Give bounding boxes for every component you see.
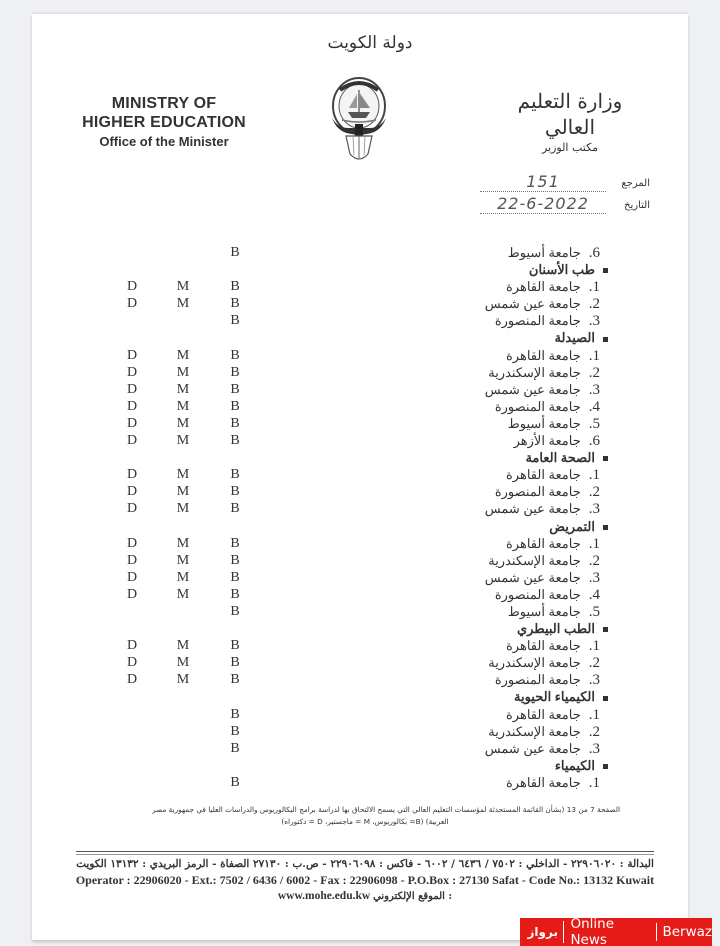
watermark-badge — [520, 918, 712, 946]
bullet-icon — [603, 525, 608, 530]
watermark-label-berwaz: Berwaz — [662, 924, 713, 940]
university-entry — [488, 552, 600, 570]
ministry-name-arabic — [500, 88, 640, 156]
university-row — [100, 278, 620, 295]
university-row — [100, 774, 620, 791]
degree-masters: M — [176, 381, 190, 397]
footer-contact-arabic: البدالة : ٢٢٩٠٦٠٢٠ - الداخلي : ٧٥٠٢ / ٦٤٣٦ / ٦٠٠٢ - فاكس : ٢٢٩٠٦٠٩٨ - ص.ب : ٢٧١٣٠ الصفاة - الرمز البريدي : ١٣١٣٢ الكويت — [76, 858, 654, 870]
degree-bachelors: B — [230, 313, 240, 329]
university-number: 6. — [588, 245, 600, 261]
university-entry — [506, 706, 600, 724]
reference-date-row — [480, 196, 650, 216]
university-number: 4. — [588, 398, 600, 415]
section-heading-label — [525, 449, 608, 466]
university-entry — [514, 432, 600, 450]
bullet-icon — [603, 627, 608, 632]
university-number: 3. — [588, 740, 600, 757]
university-number: 1. — [588, 347, 600, 364]
ministry-line-2: HIGHER EDUCATION — [82, 114, 246, 131]
section-heading — [100, 329, 620, 346]
degree-bachelors: B — [230, 398, 240, 414]
footer-website-link[interactable]: www.mohe.edu.kw — [277, 890, 371, 902]
reference-number-label: المرجع — [621, 178, 650, 189]
university-row — [100, 500, 620, 517]
degree-doctorate: D — [126, 655, 138, 671]
university-entry — [488, 723, 600, 741]
degree-doctorate: D — [126, 467, 138, 483]
bullet-icon — [603, 764, 608, 769]
section-heading-text: طب الأسنان — [528, 262, 595, 278]
section-heading-label — [529, 261, 608, 278]
degree-bachelors: B — [230, 364, 240, 380]
degree-masters: M — [176, 347, 190, 363]
section-heading — [100, 688, 620, 705]
university-row — [100, 740, 620, 757]
watermark-separator — [656, 923, 657, 941]
ministry-line-1: MINISTRY OF — [111, 95, 217, 112]
section-heading-label — [554, 329, 608, 346]
university-name: جامعة المنصورة — [494, 586, 581, 602]
university-entry — [508, 603, 600, 621]
university-name: جامعة الإسكندرية — [488, 364, 581, 380]
university-name: جامعة الإسكندرية — [488, 552, 581, 568]
university-name: جامعة أسيوط — [507, 245, 581, 260]
university-entry — [495, 671, 600, 689]
degree-bachelors: B — [230, 552, 240, 568]
degree-bachelors: B — [230, 638, 240, 654]
degree-masters: M — [176, 415, 190, 431]
university-entry — [506, 347, 600, 365]
degree-doctorate: D — [126, 501, 138, 517]
section-heading-text: التمريض — [549, 518, 595, 534]
degree-bachelors: B — [230, 484, 240, 500]
section-heading-text: الصحة العامة — [525, 450, 595, 466]
university-row — [100, 706, 620, 723]
university-row — [100, 312, 620, 329]
university-name: جامعة القاهرة — [505, 347, 581, 363]
reference-number-line — [480, 191, 606, 192]
university-number: 1. — [588, 279, 600, 296]
university-program-list — [100, 244, 620, 791]
university-name: جامعة عين شمس — [484, 740, 581, 756]
university-name: جامعة القاهرة — [505, 279, 581, 295]
university-number: 6. — [588, 433, 600, 450]
letterhead-footer — [72, 856, 658, 905]
university-entry — [485, 740, 600, 758]
university-row — [100, 483, 620, 500]
degree-bachelors: B — [230, 706, 240, 722]
bullet-icon — [603, 696, 608, 701]
university-row — [100, 381, 620, 398]
degree-doctorate: D — [126, 638, 138, 654]
reference-date-value: 22-6-2022 — [497, 194, 589, 213]
university-row — [100, 415, 620, 432]
degree-doctorate: D — [126, 433, 138, 449]
office-arabic-title: مكتب الوزير — [541, 141, 599, 154]
degree-bachelors: B — [230, 655, 240, 671]
degree-bachelors: B — [230, 603, 240, 619]
university-entry — [495, 586, 600, 604]
university-number: 2. — [588, 364, 600, 381]
section-heading — [100, 620, 620, 637]
section-heading-text: الكيمياء — [554, 757, 595, 773]
university-entry — [485, 381, 600, 399]
watermark-label-online-news: Online News — [570, 916, 614, 946]
degree-doctorate: D — [126, 552, 138, 568]
university-row — [100, 603, 620, 620]
university-entry — [495, 483, 600, 501]
university-number: 1. — [588, 706, 600, 723]
university-name: جامعة عين شمس — [484, 296, 581, 312]
degree-bachelors: B — [230, 381, 240, 397]
footer-website-label: الموقع الإلكتروني : — [373, 891, 453, 902]
degree-doctorate: D — [126, 569, 138, 585]
section-heading-text: الطب البيطري — [516, 621, 595, 637]
degree-bachelors: B — [230, 467, 240, 483]
university-number: 2. — [588, 552, 600, 569]
degree-masters: M — [176, 398, 190, 414]
degree-bachelors: B — [230, 569, 240, 585]
section-heading-label — [549, 518, 608, 535]
section-heading — [100, 449, 620, 466]
university-name: جامعة المنصورة — [494, 672, 581, 688]
degree-masters: M — [176, 484, 190, 500]
degree-masters: M — [176, 655, 190, 671]
university-number: 2. — [588, 655, 600, 672]
section-heading-text: الصيدلة — [554, 330, 595, 346]
university-number: 1. — [588, 774, 600, 791]
university-name: جامعة المنصورة — [494, 398, 581, 414]
degree-bachelors: B — [230, 245, 240, 260]
university-row — [100, 347, 620, 364]
university-entry — [506, 774, 600, 792]
university-row — [100, 295, 620, 312]
ministry-name-english — [72, 94, 256, 150]
university-entry — [485, 569, 600, 587]
degree-doctorate: D — [126, 364, 138, 380]
degree-bachelors: B — [230, 586, 240, 602]
university-name: جامعة القاهرة — [505, 467, 581, 483]
degree-doctorate: D — [126, 484, 138, 500]
university-entry — [508, 244, 600, 262]
degree-masters: M — [176, 552, 190, 568]
degree-bachelors: B — [230, 279, 240, 295]
university-row — [100, 535, 620, 552]
bullet-icon — [603, 456, 608, 461]
office-line: Office of the Minister — [99, 134, 229, 149]
university-number: 4. — [588, 586, 600, 603]
university-entry — [495, 398, 600, 416]
degree-masters: M — [176, 672, 190, 688]
university-number: 1. — [588, 638, 600, 655]
page-footnote — [110, 804, 620, 828]
degree-masters: M — [176, 279, 190, 295]
university-row — [100, 723, 620, 740]
university-row — [100, 586, 620, 603]
reference-number-value: 151 — [526, 172, 560, 191]
university-entry — [488, 364, 600, 382]
university-entry — [488, 654, 600, 672]
university-name: جامعة القاهرة — [505, 706, 581, 722]
university-row — [100, 552, 620, 569]
university-entry — [506, 466, 600, 484]
university-row — [100, 569, 620, 586]
degree-bachelors: B — [230, 347, 240, 363]
footer-divider-thin — [76, 854, 654, 855]
university-number: 2. — [588, 484, 600, 501]
university-row — [100, 637, 620, 654]
degree-bachelors: B — [230, 723, 240, 739]
degree-bachelors: B — [230, 433, 240, 449]
degree-doctorate: D — [126, 415, 138, 431]
kuwait-emblem-icon — [324, 72, 394, 164]
degree-masters: M — [176, 586, 190, 602]
university-row — [100, 466, 620, 483]
degree-doctorate: D — [126, 586, 138, 602]
footnote-line-1: الصفحة 7 من 13 (بشأن القائمة المستحدثة لمؤسسات التعليم العالي التي يسمح الالتحاق بها لدراسة برامج البكالوريوس والدراسات العليا في جمهورية مصر — [152, 805, 620, 814]
degree-doctorate: D — [126, 672, 138, 688]
degree-masters: M — [176, 467, 190, 483]
section-heading-label — [517, 620, 608, 637]
university-entry — [485, 295, 600, 313]
section-heading — [100, 261, 620, 278]
degree-masters: M — [176, 433, 190, 449]
university-name: جامعة عين شمس — [484, 381, 581, 397]
university-number: 5. — [588, 603, 600, 620]
university-name: جامعة الإسكندرية — [488, 655, 581, 671]
state-title: دولة الكويت — [327, 33, 413, 53]
university-number: 5. — [588, 415, 600, 432]
university-entry — [506, 535, 600, 553]
degree-bachelors: B — [230, 774, 240, 790]
section-heading-label — [555, 757, 608, 774]
degree-doctorate: D — [126, 296, 138, 312]
university-name: جامعة الإسكندرية — [488, 723, 581, 739]
university-name: جامعة عين شمس — [484, 501, 581, 517]
university-entry — [508, 415, 600, 433]
university-row — [100, 398, 620, 415]
degree-masters: M — [176, 569, 190, 585]
university-row — [100, 364, 620, 381]
bullet-icon — [603, 337, 608, 342]
university-name: جامعة القاهرة — [505, 535, 581, 551]
footer-website-line — [72, 888, 658, 905]
university-entry — [506, 637, 600, 655]
section-heading — [100, 757, 620, 774]
university-number: 2. — [588, 723, 600, 740]
degree-masters: M — [176, 364, 190, 380]
section-heading — [100, 518, 620, 535]
section-heading-text: الكيمياء الحيوية — [514, 689, 595, 705]
university-number: 3. — [588, 501, 600, 518]
bullet-icon — [603, 268, 608, 273]
university-row — [100, 244, 620, 261]
university-name: جامعة أسيوط — [507, 603, 581, 619]
university-entry — [495, 312, 600, 330]
degree-bachelors: B — [230, 501, 240, 517]
degree-masters: M — [176, 535, 190, 551]
degree-bachelors: B — [230, 740, 240, 756]
university-number: 2. — [588, 296, 600, 313]
university-number: 3. — [588, 313, 600, 330]
reference-date-label: التاريخ — [624, 200, 650, 211]
ministry-arabic-title: وزارة التعليم العالي — [517, 89, 623, 139]
reference-number-row — [480, 174, 650, 194]
berwaz-logo-icon: برواز — [526, 921, 564, 943]
degree-masters: M — [176, 296, 190, 312]
degree-masters: M — [176, 638, 190, 654]
degree-doctorate: D — [126, 279, 138, 295]
university-number: 1. — [588, 467, 600, 484]
university-name: جامعة القاهرة — [505, 638, 581, 654]
university-name: جامعة المنصورة — [494, 313, 581, 329]
university-name: جامعة عين شمس — [484, 569, 581, 585]
section-heading-label — [514, 688, 608, 705]
university-name: جامعة القاهرة — [505, 774, 581, 790]
degree-bachelors: B — [230, 535, 240, 551]
university-number: 1. — [588, 535, 600, 552]
university-entry — [506, 278, 600, 296]
degree-doctorate: D — [126, 381, 138, 397]
university-row — [100, 654, 620, 671]
university-number: 3. — [588, 381, 600, 398]
footer-divider — [76, 851, 654, 852]
university-name: جامعة الأزهر — [513, 433, 581, 449]
degree-doctorate: D — [126, 347, 138, 363]
degree-masters: M — [176, 501, 190, 517]
university-number: 3. — [588, 672, 600, 689]
university-name: جامعة المنصورة — [494, 484, 581, 500]
degree-bachelors: B — [230, 672, 240, 688]
university-row — [100, 671, 620, 688]
footnote-line-2: العربية) (B= بكالوريوس، M = ماجستير، D = دكتوراه) — [281, 817, 449, 826]
degree-bachelors: B — [230, 296, 240, 312]
footer-contact-english: Operator : 22906020 - Ext.: 7502 / 6436 / 6002 - Fax : 22906098 - P.O.Box : 27130 Safat - Code No.: 13132 Kuwait — [75, 873, 655, 887]
university-entry — [485, 500, 600, 518]
reference-date-line — [480, 213, 606, 214]
degree-bachelors: B — [230, 415, 240, 431]
university-name: جامعة أسيوط — [507, 415, 581, 431]
university-row — [100, 432, 620, 449]
degree-doctorate: D — [126, 535, 138, 551]
university-number: 3. — [588, 569, 600, 586]
degree-doctorate: D — [126, 398, 138, 414]
